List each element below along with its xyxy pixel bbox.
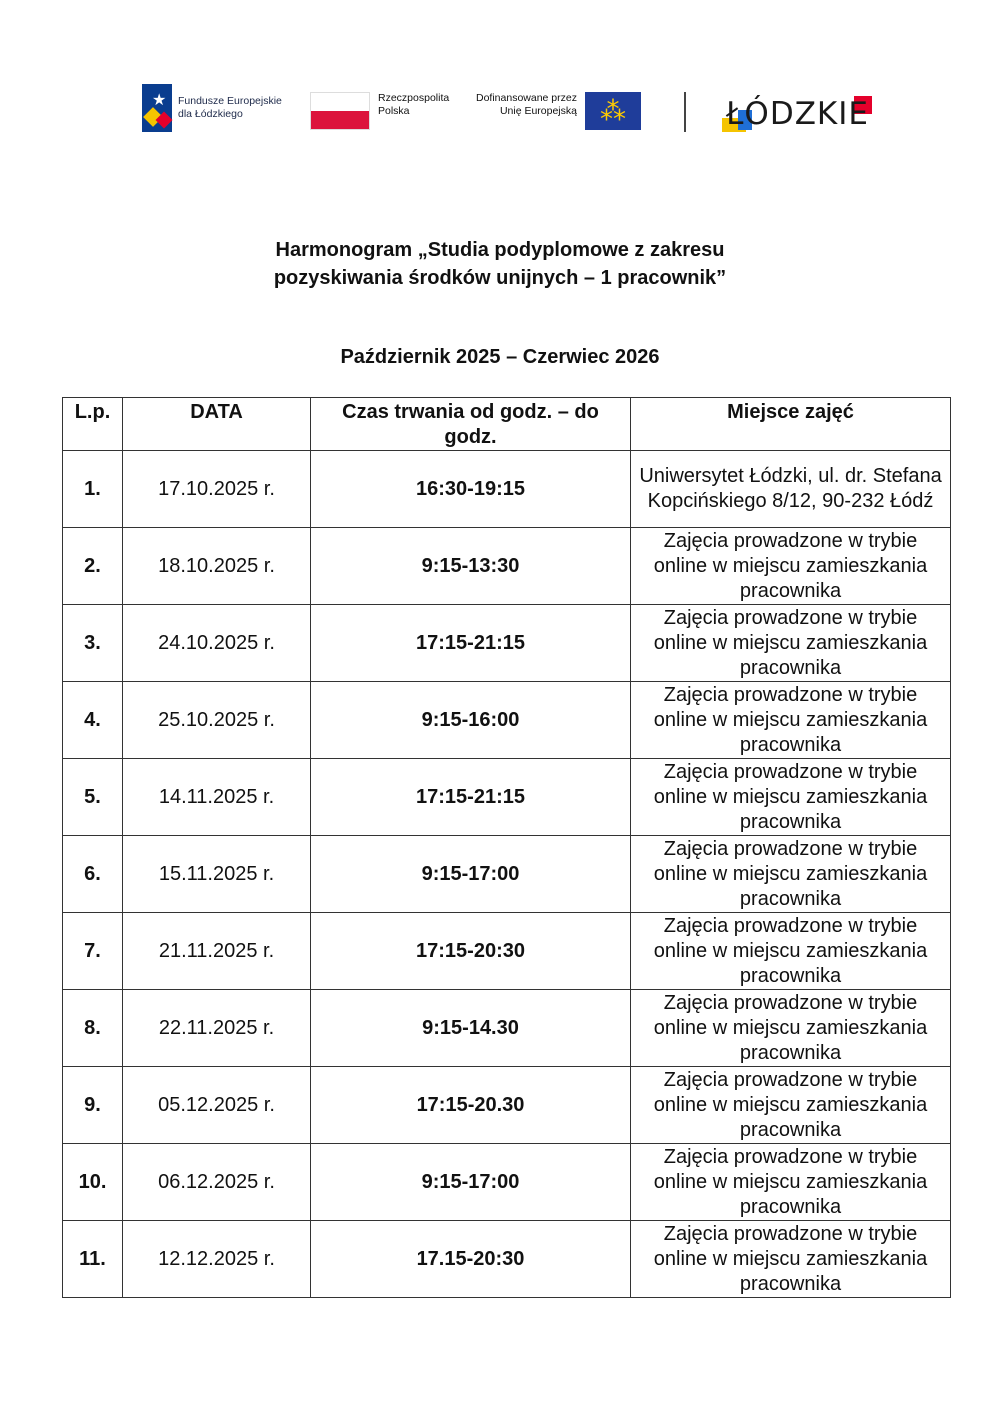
- row-time: 17:15-20.30: [311, 1067, 631, 1144]
- schedule-table: [62, 397, 951, 1298]
- table-row: [63, 1144, 951, 1221]
- title-line1: Harmonogram „Studia podyplomowe z zakresu: [275, 239, 725, 261]
- row-place: Zajęcia prowadzone w trybie online w miejscu zamieszkania pracownika: [631, 528, 951, 605]
- header-row: [63, 398, 951, 451]
- fe-logo-text: [178, 95, 282, 121]
- row-date: 12.12.2025 r.: [123, 1221, 311, 1298]
- row-time: 17:15-20:30: [311, 913, 631, 990]
- row-time: 17:15-21:15: [311, 759, 631, 836]
- row-time: 9:15-13:30: [311, 528, 631, 605]
- table-row: [63, 605, 951, 682]
- table-row: [63, 1067, 951, 1144]
- row-lp: 2.: [63, 528, 123, 605]
- row-date: 24.10.2025 r.: [123, 605, 311, 682]
- row-place: Zajęcia prowadzone w trybie online w miejscu zamieszkania pracownika: [631, 605, 951, 682]
- row-lp: 9.: [63, 1067, 123, 1144]
- row-lp: 5.: [63, 759, 123, 836]
- row-place: Zajęcia prowadzone w trybie online w miejscu zamieszkania pracownika: [631, 759, 951, 836]
- row-time: 16:30-19:15: [311, 451, 631, 528]
- rp-line1: Rzeczpospolita: [378, 92, 450, 104]
- row-lp: 1.: [63, 451, 123, 528]
- row-place: Uniwersytet Łódzki, ul. dr. Stefana Kopcińskiego 8/12, 90-232 Łódź: [631, 451, 951, 528]
- period-heading: Październik 2025 – Czerwiec 2026: [340, 346, 660, 368]
- row-time: 9:15-16:00: [311, 682, 631, 759]
- header-place: Miejsce zajęć: [631, 398, 951, 451]
- table-row: [63, 451, 951, 528]
- row-place: Zajęcia prowadzone w trybie online w miejscu zamieszkania pracownika: [631, 1221, 951, 1298]
- header-lp: L.p.: [63, 398, 123, 451]
- header-date: DATA: [123, 398, 311, 451]
- logo-divider: [684, 92, 686, 132]
- table-row: [63, 528, 951, 605]
- row-date: 22.11.2025 r.: [123, 990, 311, 1067]
- polish-flag-icon: [310, 92, 370, 130]
- table-row: [63, 836, 951, 913]
- eu-flag-icon: ⁂: [585, 92, 641, 130]
- rp-line2: Polska: [378, 105, 410, 117]
- row-place: Zajęcia prowadzone w trybie online w miejscu zamieszkania pracownika: [631, 1144, 951, 1221]
- fe-star-icon: ★: [142, 84, 172, 132]
- fe-line2: dla Łódzkiego: [178, 108, 243, 120]
- row-time: 17.15-20:30: [311, 1221, 631, 1298]
- fe-line1: Fundusze Europejskie: [178, 95, 282, 107]
- eu-line2: Unię Europejską: [499, 105, 577, 117]
- row-date: 18.10.2025 r.: [123, 528, 311, 605]
- eu-logo: [476, 92, 641, 130]
- row-date: 06.12.2025 r.: [123, 1144, 311, 1221]
- row-date: 15.11.2025 r.: [123, 836, 311, 913]
- table-row: [63, 1221, 951, 1298]
- fundusze-europejskie-logo: [142, 84, 282, 132]
- lodzkie-logo-text: ŁÓDZKIE: [726, 96, 869, 132]
- row-time: 9:15-17:00: [311, 836, 631, 913]
- lodzkie-logo: [722, 94, 882, 134]
- row-lp: 10.: [63, 1144, 123, 1221]
- table-row: [63, 682, 951, 759]
- row-lp: 6.: [63, 836, 123, 913]
- row-lp: 3.: [63, 605, 123, 682]
- row-place: Zajęcia prowadzone w trybie online w miejscu zamieszkania pracownika: [631, 682, 951, 759]
- row-date: 14.11.2025 r.: [123, 759, 311, 836]
- row-time: 17:15-21:15: [311, 605, 631, 682]
- eu-line1: Dofinansowane przez: [476, 92, 577, 104]
- document-title: [0, 236, 1000, 292]
- rzeczpospolita-logo: [310, 92, 449, 130]
- table-row: [63, 990, 951, 1067]
- row-place: Zajęcia prowadzone w trybie online w miejscu zamieszkania pracownika: [631, 836, 951, 913]
- logo-bar: [0, 82, 1000, 142]
- row-date: 17.10.2025 r.: [123, 451, 311, 528]
- row-lp: 11.: [63, 1221, 123, 1298]
- row-place: Zajęcia prowadzone w trybie online w miejscu zamieszkania pracownika: [631, 990, 951, 1067]
- row-lp: 7.: [63, 913, 123, 990]
- row-place: Zajęcia prowadzone w trybie online w miejscu zamieszkania pracownika: [631, 913, 951, 990]
- header-time: Czas trwania od godz. – do godz.: [311, 398, 631, 451]
- row-time: 9:15-14.30: [311, 990, 631, 1067]
- row-time: 9:15-17:00: [311, 1144, 631, 1221]
- rp-logo-text: [378, 92, 449, 118]
- eu-logo-text: [476, 92, 577, 118]
- row-date: 21.11.2025 r.: [123, 913, 311, 990]
- table-row: [63, 913, 951, 990]
- row-lp: 4.: [63, 682, 123, 759]
- row-date: 25.10.2025 r.: [123, 682, 311, 759]
- row-date: 05.12.2025 r.: [123, 1067, 311, 1144]
- row-lp: 8.: [63, 990, 123, 1067]
- title-line2: pozyskiwania środków unijnych – 1 pracownik”: [273, 267, 727, 289]
- table-row: [63, 759, 951, 836]
- row-place: Zajęcia prowadzone w trybie online w miejscu zamieszkania pracownika: [631, 1067, 951, 1144]
